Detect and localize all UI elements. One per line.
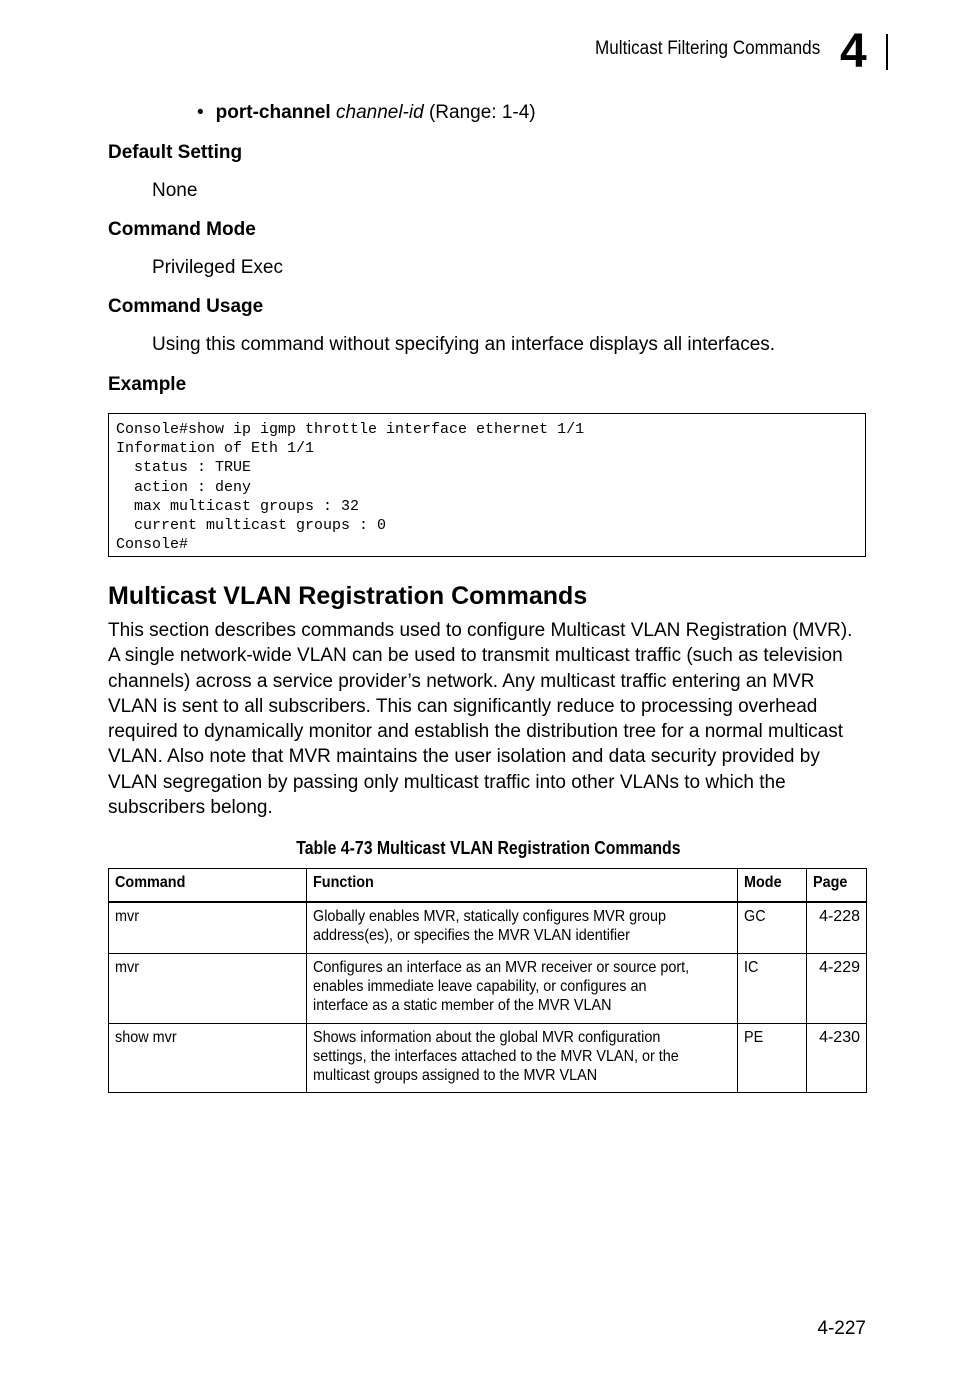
cell-command: show mvr [109, 1023, 307, 1092]
cell-page: 4-228 [806, 902, 866, 953]
bullet-dot: • [197, 102, 204, 123]
param-keyword: port-channel [215, 102, 331, 123]
cell-command: mvr [109, 902, 307, 953]
param-range: (Range: 1-4) [428, 102, 536, 123]
mvr-commands-table [108, 868, 867, 1093]
cell-function: Globally enables MVR, statically configures MVR group address(es), or specifies the MVR VLAN identifier [307, 902, 738, 953]
header-mode: Mode [738, 869, 806, 903]
section-paragraph: This section describes commands used to configure Multicast VLAN Registration (MVR). A single network-wide VLAN can be used to transmit multicast traffic (such as television channels) across a service provider’s network. Any multicast traffic entering an MVR VLAN is sent to all subscribers. This can significantly reduce to processing overhead required to dynamically monitor and establish the distribution tree for a normal multicast VLAN. Also note that MVR maintains the user isolation and data security provided by VLAN segregation by passing only multicast traffic into other VLANs to which the subscribers belong. [108, 620, 853, 819]
cell-mode: GC [738, 902, 806, 953]
cell-page: 4-230 [806, 1023, 866, 1092]
section-heading: Multicast VLAN Registration Commands [108, 582, 588, 610]
cell-mode: PE [738, 1023, 806, 1092]
header-command: Command [109, 869, 307, 903]
param-name: channel-id [336, 102, 424, 123]
example-code: Console#show ip igmp throttle interface ethernet 1/1 Information of Eth 1/1 status : TRUE action : deny max multicast groups : 32 current multicast groups : 0 Console# [116, 421, 585, 554]
default-setting-heading: Default Setting [108, 142, 243, 163]
table-row [109, 1023, 867, 1092]
header-page: Page [806, 869, 866, 903]
table-header-row [109, 869, 867, 903]
cell-mode: IC [738, 953, 806, 1023]
page-number: 4-227 [817, 1318, 866, 1339]
table-caption-text: Table 4-73 Multicast VLAN Registration Commands [295, 838, 681, 858]
default-setting-text: None [152, 180, 198, 201]
cell-command: mvr [109, 953, 307, 1023]
table-caption [0, 838, 954, 859]
command-mode-heading: Command Mode [108, 219, 256, 240]
running-header-title: Multicast Filtering Commands [594, 38, 820, 59]
example-code-box [108, 413, 866, 557]
table-row [109, 902, 867, 953]
cell-function: Configures an interface as an MVR receiver or source port, enables immediate leave capability, or configures an interface as a static member of the MVR VLAN [307, 953, 738, 1023]
cell-function: Shows information about the global MVR configuration settings, the interfaces attached to the MVR VLAN, or the multicast groups assigned to the MVR VLAN [307, 1023, 738, 1092]
command-usage-heading: Command Usage [108, 296, 264, 317]
chapter-divider [886, 34, 888, 70]
parameter-bullet [197, 102, 536, 124]
command-usage-text: Using this command without specifying an interface displays all interfaces. [152, 334, 776, 355]
cell-page: 4-229 [806, 953, 866, 1023]
command-mode-text: Privileged Exec [152, 257, 283, 278]
chapter-number: 4 [840, 25, 867, 78]
example-heading: Example [108, 374, 187, 395]
header-function: Function [307, 869, 738, 903]
table-row [109, 953, 867, 1023]
